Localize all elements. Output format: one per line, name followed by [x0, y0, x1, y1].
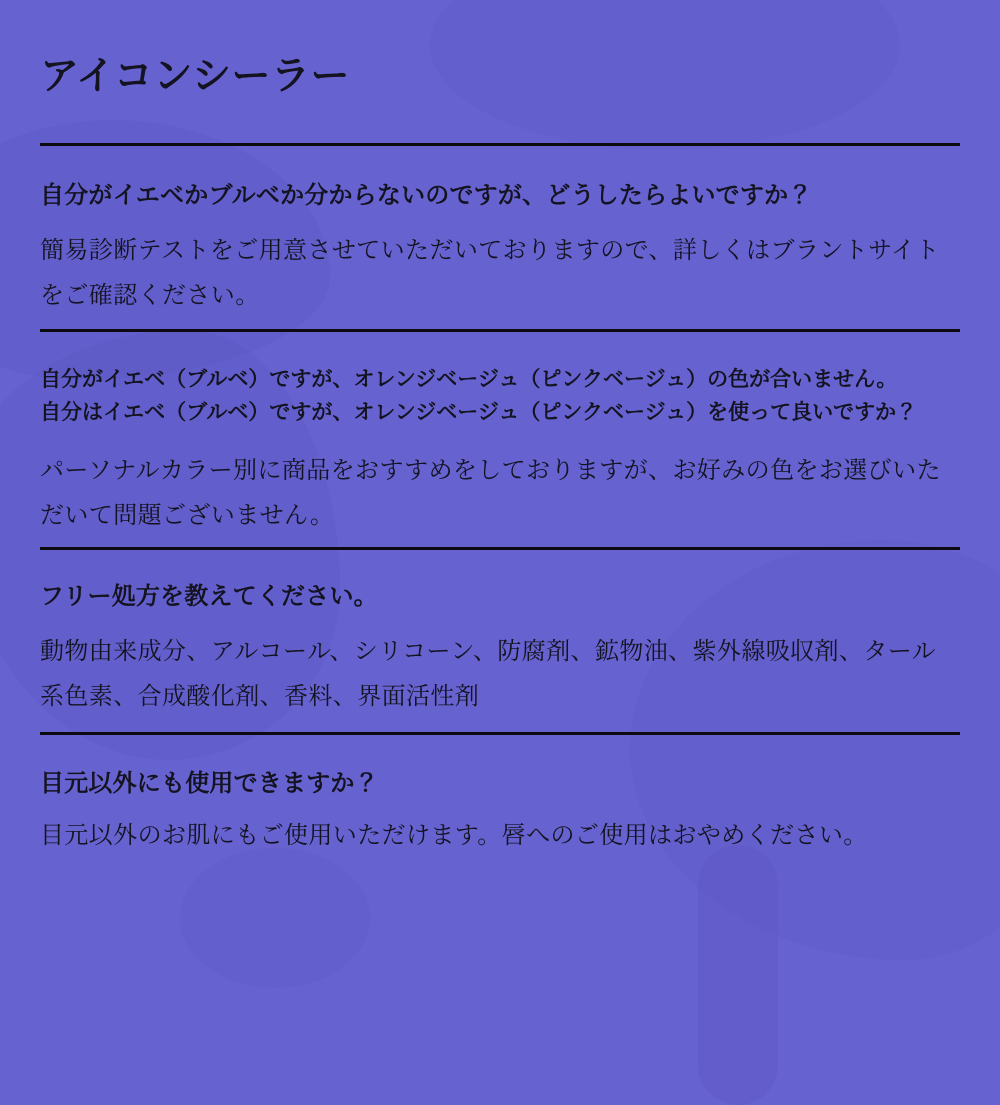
faq-question	[40, 581, 960, 612]
faq-answer: 目元以外のお肌にもご使用いただけます。唇へのご使用はおやめください。	[40, 822, 868, 849]
faq-answer: 動物由来成分、アルコール、シリコーン、防腐剤、鉱物油、紫外線吸収剤、タール系色素、合成酸化剤、香料、界面活性剤	[40, 638, 937, 710]
faq-item	[40, 180, 960, 318]
faq-question-line: フリー処方を教えてください。	[40, 583, 378, 610]
faq-question-line: 自分はイエベ（ブルベ）ですが、オレンジベージュ（ピンクベージュ）を使って良いですか？	[40, 401, 918, 424]
section-divider	[40, 732, 960, 735]
faq-question	[40, 768, 960, 799]
faq-question-line: 自分がイエベかブルベか分からないのですが、どうしたらよいですか？	[40, 182, 813, 209]
faq-question-line: 自分がイエベ（ブルベ）ですが、オレンジベージュ（ピンクベージュ）の色が合いません。	[40, 368, 898, 391]
faq-answer: 簡易診断テストをご用意させていただいておりますので、詳しくはブラントサイトをご確認ください。	[40, 237, 940, 309]
faq-question	[40, 363, 960, 429]
section-divider	[40, 547, 960, 550]
page-title: アイコンシーラー	[40, 55, 350, 98]
section-divider	[40, 329, 960, 332]
background-decoration-blob	[698, 845, 778, 1105]
background-decoration-blob	[180, 848, 370, 988]
faq-item	[40, 768, 960, 858]
section-divider	[40, 143, 960, 146]
faq-answer: パーソナルカラー別に商品をおすすめをしておりますが、お好みの色をお選びいただいて問題ございません。	[40, 457, 941, 529]
faq-question	[40, 180, 960, 211]
faq-question-line: 目元以外にも使用できますか？	[40, 770, 379, 797]
faq-item	[40, 363, 960, 538]
faq-item	[40, 581, 960, 719]
